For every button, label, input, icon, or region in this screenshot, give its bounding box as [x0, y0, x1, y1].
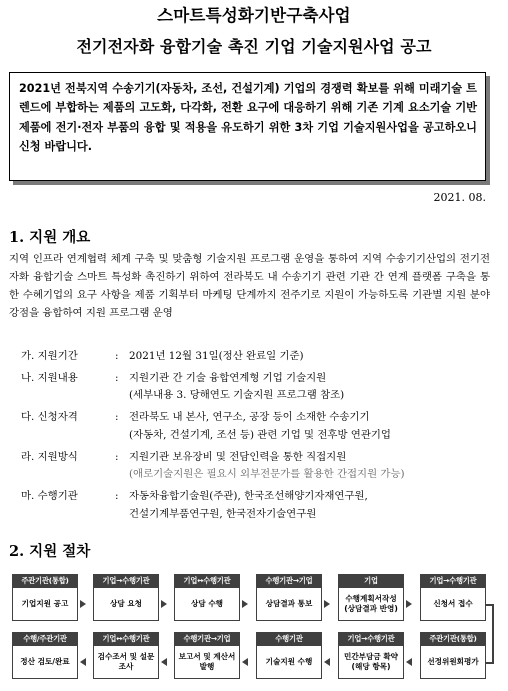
procedure-step-label: 민간부담금 확약 (해당 항목): [338, 645, 404, 679]
procedure-step-label: 선정위원회평가: [420, 645, 486, 679]
procedure-step-label: 신청서 접수: [420, 587, 486, 621]
page-title-line1: 스마트특성화기반구축사업: [157, 6, 351, 25]
arrow-left-icon: [406, 658, 412, 666]
overview-item-colon: :: [115, 411, 119, 424]
overview-item-label: 마. 수행기관: [21, 490, 78, 503]
arrow-right-icon: [80, 600, 86, 608]
procedure-step-actor: 수행/주관기관: [12, 632, 78, 645]
procedure-step-actor: 수행기관: [256, 632, 322, 645]
connector-line: [492, 604, 494, 662]
procedure-step: [12, 632, 78, 679]
section-heading-overview: 1. 지원 개요: [9, 229, 91, 246]
overview-item-line: 지원기관 보유장비 및 전담인력을 통한 직접지원: [129, 450, 347, 463]
overview-item-label: 라. 지원방식: [21, 450, 78, 463]
procedure-step: [174, 632, 240, 679]
arrow-left-icon: [161, 658, 167, 666]
announcement-date: 2021. 08.: [433, 191, 486, 204]
procedure-step-actor: 기업→수행기관: [420, 574, 486, 587]
procedure-step: [93, 574, 159, 621]
overview-item-line: (자동차, 건설기계, 조선 등) 관련 기업 및 전후방 연관기업: [129, 428, 391, 441]
procedure-step: [174, 574, 240, 621]
procedure-step-label: 상담결과 통보: [256, 587, 322, 621]
arrow-right-icon: [406, 600, 412, 608]
overview-item-label: 가. 지원기간: [21, 350, 78, 362]
procedure-step-label: 검수조서 및 설문 조사: [93, 645, 159, 679]
procedure-step-actor: 기업: [338, 574, 404, 587]
notice-text: 2021년 전북지역 수송기기(자동차, 조선, 건설기계) 기업의 경쟁력 확보를 위해 미래기술 트렌드에 부합하는 제품의 고도화, 다각화, 전환 요구에 대응하기 위해 기존 기계 요소기술 기반 제품에 전기·전자 부품의 융합 및 적용을 유도하기 위한 3차 기업 기술지원사업을 공고하오니 신청 바랍니다.: [19, 82, 477, 153]
overview-item-line: 건설기계부품연구원, 한국전자기술연구원: [129, 507, 317, 520]
overview-item-line: (애로기술지원은 필요시 외부전문가를 활용한 간접지원 가능): [129, 468, 405, 481]
procedure-step-actor: 주관기관(통합): [12, 574, 78, 587]
procedure-step-label: 상담 수행: [174, 587, 240, 621]
procedure-step-actor: 수행기관→기업: [174, 632, 240, 645]
procedure-step-actor: 기업→수행기관: [338, 632, 404, 645]
overview-item-colon: :: [115, 490, 119, 503]
procedure-step: [256, 574, 322, 621]
arrow-left-icon: [80, 658, 86, 666]
procedure-step-label: 기업지원 공고: [12, 587, 78, 621]
procedure-step-actor: 주관기관(통합): [420, 632, 486, 645]
overview-item-label: 다. 신청자격: [21, 411, 78, 424]
procedure-step-label: 수행계획서작성 (상담결과 반영): [338, 587, 404, 621]
procedure-step: [420, 632, 486, 679]
overview-item-line: 전라북도 내 본사, 연구소, 공장 등이 소재한 수송기기: [129, 411, 370, 424]
procedure-step-actor: 기업→수행기관: [93, 574, 159, 587]
overview-item-colon: :: [115, 350, 119, 362]
arrow-right-icon: [242, 600, 248, 608]
procedure-step-label: 기술지원 수행: [256, 645, 322, 679]
procedure-step: [93, 632, 159, 679]
procedure-step: [338, 574, 404, 621]
connector-line: [486, 662, 494, 664]
overview-item-line: 자동차융합기술원(주관), 한국조선해양기자재연구원,: [129, 490, 368, 503]
overview-paragraph: 지역 인프라 연계협력 체계 구축 및 맞춤형 기술지원 프로그램 운영을 통하여 지역 수송기기산업의 전기전자화 융합기술 스마트 특성화 촉진하기 위하여 전라북도 내 수송기기 관련 기관 간 연계 플랫폼 구축을 통한 수혜기업의 요구 사항을 제품 기획부터 마케팅 단계까지 전주기로 지원이 가능하도록 기관별 지원 분야 강점을 융합하여 지원 프로그램 운영: [9, 253, 490, 320]
procedure-step-label: 상담 요청: [93, 587, 159, 621]
procedure-step-actor: 기업↔수행기관: [93, 632, 159, 645]
page-title-line2: 전기전자화 융합기술 촉진 기업 기술지원사업 공고: [76, 37, 432, 56]
section-heading-procedure: 2. 지원 절차: [9, 543, 91, 560]
procedure-step-actor: 수행기관→기업: [256, 574, 322, 587]
overview-item-line: 2021년 12월 31일(정산 완료일 기준): [129, 350, 304, 362]
procedure-step: [256, 632, 322, 679]
procedure-step-label: 보고서 및 계산서 발행: [174, 645, 240, 679]
procedure-step-label: 정산 검토/완료: [12, 645, 78, 679]
arrow-left-icon: [324, 658, 330, 666]
overview-item-line: 지원기관 간 기술 융합연계형 기업 기술지원: [129, 372, 327, 385]
procedure-step-actor: 기업↔수행기관: [174, 574, 240, 587]
procedure-step: [420, 574, 486, 621]
overview-item-colon: :: [115, 450, 119, 463]
arrow-left-icon: [242, 658, 248, 666]
arrow-right-icon: [161, 600, 167, 608]
arrow-right-icon: [324, 600, 330, 608]
procedure-step: [338, 632, 404, 679]
procedure-step: [12, 574, 78, 621]
overview-item-colon: :: [115, 372, 119, 385]
overview-item-line: (세부내용 3. 당해연도 기술지원 프로그램 참조): [129, 389, 345, 402]
overview-item-label: 나. 지원내용: [21, 372, 78, 385]
